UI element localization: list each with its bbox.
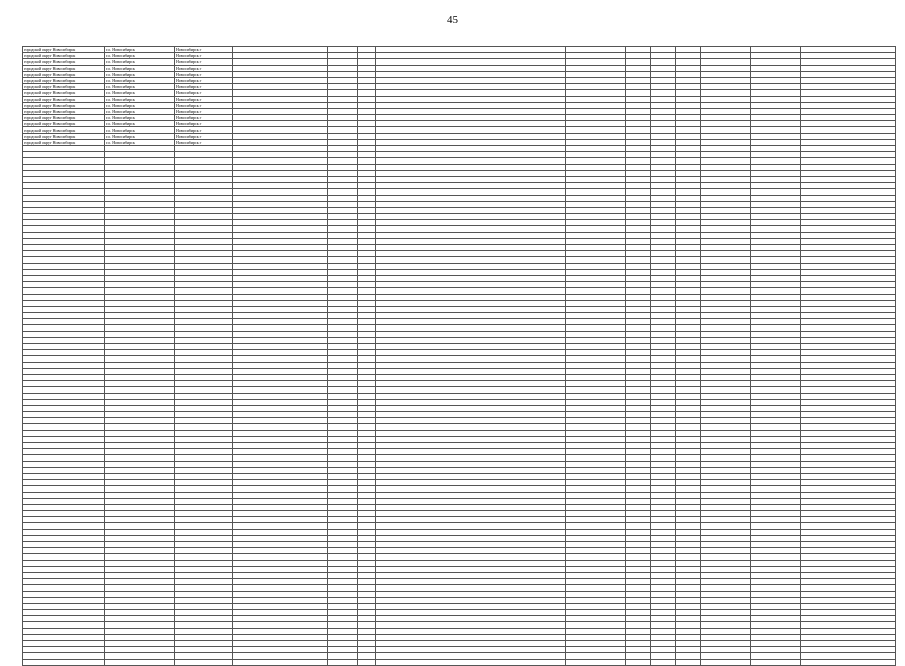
table-cell: Новосибирск г	[175, 127, 233, 133]
table-cell: городской округ Новосибирск	[23, 84, 105, 90]
table-row	[23, 659, 896, 665]
table-cell: Новосибирск г	[175, 121, 233, 127]
table-cell: г.о. Новосибирск	[105, 96, 175, 102]
table-cell: г.о. Новосибирск	[105, 133, 175, 139]
table-cell: городской округ Новосибирск	[23, 115, 105, 121]
table-cell: Новосибирск г	[175, 77, 233, 83]
table-cell: городской округ Новосибирск	[23, 102, 105, 108]
table-cell	[233, 659, 328, 665]
table-cell: г.о. Новосибирск	[105, 53, 175, 59]
document-table-container	[22, 46, 895, 666]
table-cell: г.о. Новосибирск	[105, 90, 175, 96]
table-cell: Новосибирск г	[175, 139, 233, 145]
table-cell: г.о. Новосибирск	[105, 59, 175, 65]
table-cell	[175, 659, 233, 665]
table-cell: городской округ Новосибирск	[23, 53, 105, 59]
page-number: 45	[447, 14, 458, 26]
document-table	[22, 46, 896, 666]
table-cell: Новосибирск г	[175, 133, 233, 139]
table-cell: Новосибирск г	[175, 108, 233, 114]
table-cell	[358, 659, 376, 665]
table-cell: городской округ Новосибирск	[23, 47, 105, 53]
table-cell: городской округ Новосибирск	[23, 90, 105, 96]
table-cell: Новосибирск г	[175, 102, 233, 108]
table-cell: г.о. Новосибирск	[105, 65, 175, 71]
table-cell: г.о. Новосибирск	[105, 108, 175, 114]
table-cell	[701, 659, 751, 665]
table-cell: городской округ Новосибирск	[23, 71, 105, 77]
table-cell: городской округ Новосибирск	[23, 121, 105, 127]
table-cell: г.о. Новосибирск	[105, 139, 175, 145]
table-cell: городской округ Новосибирск	[23, 108, 105, 114]
table-cell: Новосибирск г	[175, 90, 233, 96]
table-cell: г.о. Новосибирск	[105, 47, 175, 53]
table-cell: Новосибирск г	[175, 53, 233, 59]
table-cell	[376, 659, 566, 665]
table-cell: г.о. Новосибирск	[105, 71, 175, 77]
table-cell: городской округ Новосибирск	[23, 139, 105, 145]
table-cell	[751, 659, 801, 665]
table-cell: г.о. Новосибирск	[105, 121, 175, 127]
table-cell: городской округ Новосибирск	[23, 133, 105, 139]
table-cell: городской округ Новосибирск	[23, 127, 105, 133]
table-cell	[801, 659, 896, 665]
table-cell: городской округ Новосибирск	[23, 96, 105, 102]
table-cell: Новосибирск г	[175, 96, 233, 102]
table-cell: Новосибирск г	[175, 84, 233, 90]
table-cell: Новосибирск г	[175, 115, 233, 121]
table-cell	[105, 659, 175, 665]
table-cell: г.о. Новосибирск	[105, 84, 175, 90]
table-cell: Новосибирск г	[175, 65, 233, 71]
table-cell	[676, 659, 701, 665]
table-body	[23, 47, 896, 666]
table-cell: г.о. Новосибирск	[105, 102, 175, 108]
table-cell: городской округ Новосибирск	[23, 59, 105, 65]
table-cell: городской округ Новосибирск	[23, 65, 105, 71]
table-cell	[23, 659, 105, 665]
table-cell: Новосибирск г	[175, 47, 233, 53]
table-cell: г.о. Новосибирск	[105, 115, 175, 121]
table-cell: г.о. Новосибирск	[105, 127, 175, 133]
table-cell	[328, 659, 358, 665]
table-cell	[626, 659, 651, 665]
table-cell: Новосибирск г	[175, 59, 233, 65]
table-cell	[566, 659, 626, 665]
table-cell: городской округ Новосибирск	[23, 77, 105, 83]
table-cell: г.о. Новосибирск	[105, 77, 175, 83]
table-cell: Новосибирск г	[175, 71, 233, 77]
table-cell	[651, 659, 676, 665]
